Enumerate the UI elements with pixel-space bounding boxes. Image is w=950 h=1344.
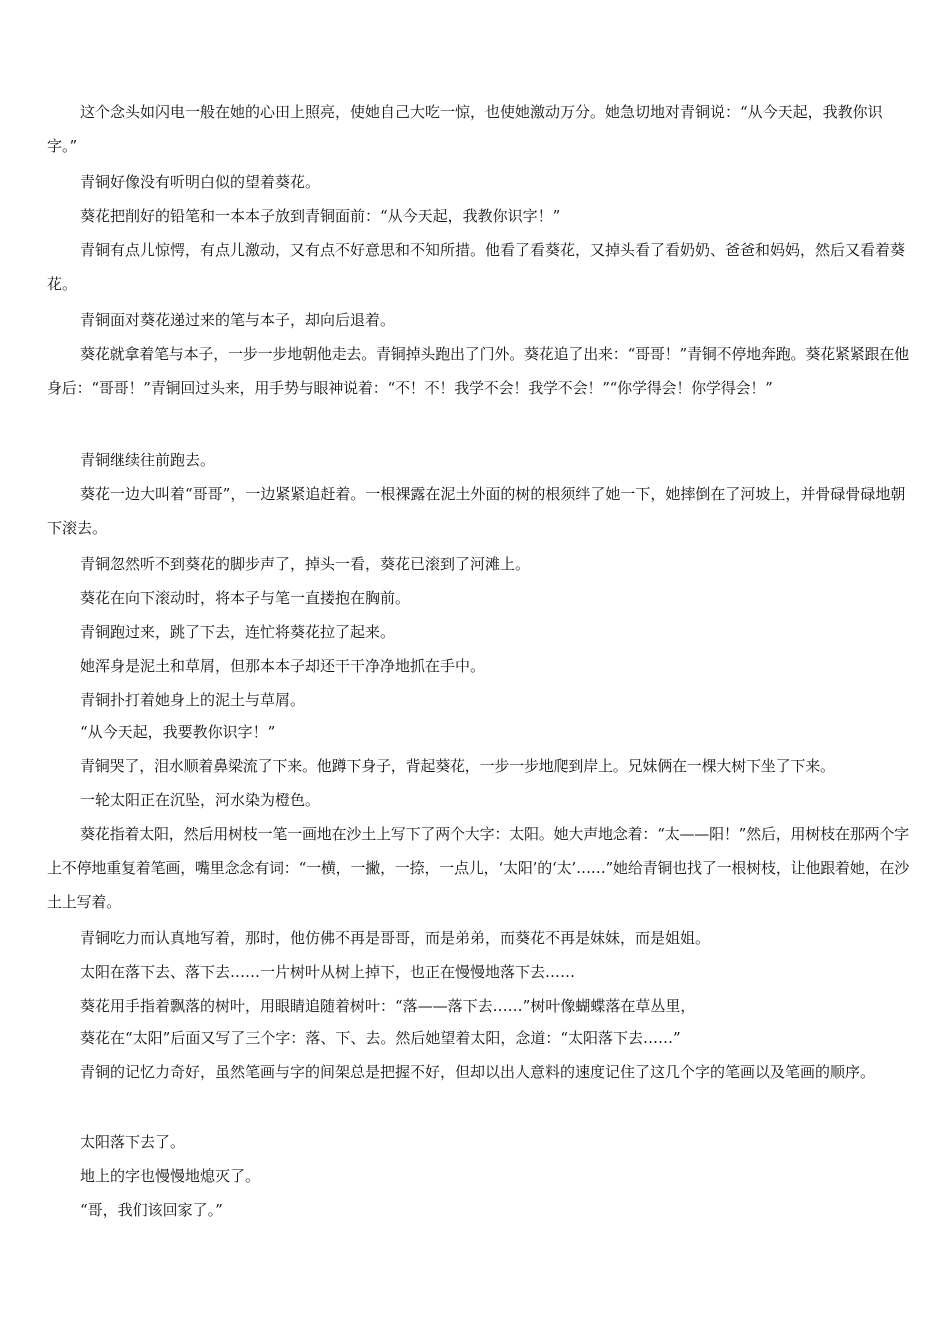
paragraph-17: 葵花指着太阳，然后用树枝一笔一画地在沙土上写下了两个大字：太阳。她大声地念着：“太——阳！”然后，用树枝在那两个字上不停地重复着笔画，嘴里念念有词：“一横，一撇，一捺，一点儿，‘太阳’的‘太’……”她给青铜也找了一根树枝，让他跟着她，在沙土上写着。 — [47, 825, 910, 911]
paragraph-25: “哥，我们该回家了。” — [80, 1201, 223, 1219]
paragraph-11: 青铜跑过来，跳了下去，连忙将葵花拉了起来。 — [80, 623, 396, 641]
paragraph-23: 太阳落下去了。 — [80, 1133, 186, 1151]
paragraph-16: 一轮太阳正在沉坠，河水染为橙色。 — [80, 791, 321, 809]
paragraph-15: 青铜哭了，泪水顺着鼻梁流了下来。他蹲下身子，背起葵花，一步一步地爬到岸上。兄妹俩在一棵大树下坐了下来。 — [80, 757, 835, 775]
paragraph-19: 太阳在落下去、落下去……一片树叶从树上掉下，也正在慢慢地落下去…… — [80, 963, 576, 981]
paragraph-8: 葵花一边大叫着“哥哥”，一边紧紧追赶着。一根裸露在泥土外面的树的根须绊了她一下，她摔倒在了河坡上，并骨碌骨碌地朝下滚去。 — [47, 485, 906, 537]
paragraph-10: 葵花在向下滚动时，将本子与笔一直搂抱在胸前。 — [80, 589, 411, 607]
paragraph-21: 葵花在“太阳”后面又写了三个字：落、下、去。然后她望着太阳，念道：“太阳落下去……” — [80, 1029, 681, 1047]
paragraph-5: 青铜面对葵花递过来的笔与本子，却向后退着。 — [80, 311, 396, 329]
paragraph-13: 青铜扑打着她身上的泥土与草屑。 — [80, 691, 306, 709]
paragraph-14: “从今天起，我要教你识字！” — [80, 723, 276, 741]
paragraph-12: 她浑身是泥土和草屑，但那本本子却还干干净净地抓在手中。 — [80, 657, 486, 675]
paragraph-24: 地上的字也慢慢地熄灭了。 — [80, 1167, 261, 1185]
paragraph-1: 这个念头如闪电一般在她的心田上照亮，使她自己大吃一惊，也使她激动万分。她急切地对青铜说：“从今天起，我教你识字。” — [47, 103, 883, 155]
paragraph-3: 葵花把削好的铅笔和一本本子放到青铜面前：“从今天起，我教你识字！” — [80, 207, 561, 225]
paragraph-6: 葵花就拿着笔与本子，一步一步地朝他走去。青铜掉头跑出了门外。葵花追了出来：“哥哥！”青铜不停地奔跑。葵花紧紧跟在他身后：“哥哥！”青铜回过头来，用手势与眼神说着：“不！不！我学不会！我学不会！”“你学得会！你学得会！” — [47, 345, 909, 397]
paragraph-9: 青铜忽然听不到葵花的脚步声了，掉头一看，葵花已滚到了河滩上。 — [80, 555, 531, 573]
paragraph-2: 青铜好像没有听明白似的望着葵花。 — [80, 173, 321, 191]
paragraph-7: 青铜继续往前跑去。 — [80, 451, 216, 469]
paragraph-18: 青铜吃力而认真地写着，那时，他仿佛不再是哥哥，而是弟弟，而葵花不再是妹妹，而是姐姐。 — [80, 929, 711, 947]
paragraph-4: 青铜有点儿惊愕，有点儿激动，又有点不好意思和不知所措。他看了看葵花，又掉头看了看奶奶、爸爸和妈妈，然后又看着葵花。 — [47, 241, 906, 293]
paragraph-22: 青铜的记忆力奇好，虽然笔画与字的间架总是把握不好，但却以出人意料的速度记住了这几个字的笔画以及笔画的顺序。 — [80, 1063, 876, 1081]
paragraph-20: 葵花用手指着飘落的树叶，用眼睛追随着树叶：“落——落下去……”树叶像蝴蝶落在草丛里， — [80, 997, 696, 1015]
